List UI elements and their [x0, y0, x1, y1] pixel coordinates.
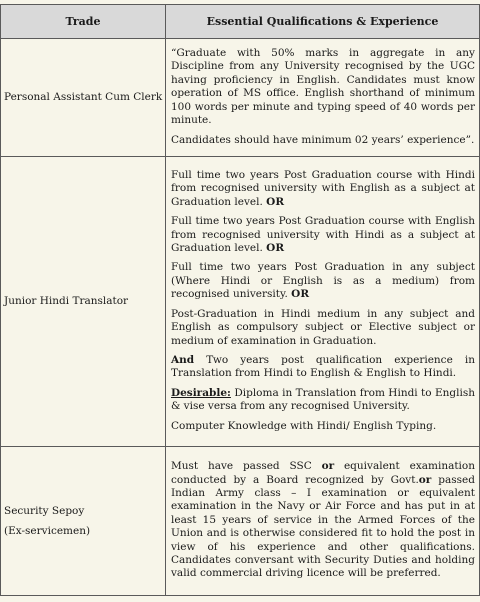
or-label: OR [266, 195, 285, 208]
qualifications-cell [166, 447, 480, 596]
qualifications-cell [166, 157, 480, 447]
table-row-security-sepoy [1, 447, 480, 596]
qualification-paragraph [171, 215, 475, 255]
header-qualifications: Essential Qualifications & Experience [166, 5, 480, 39]
or-label: or [321, 460, 335, 473]
table-row-junior-hindi-translator [1, 157, 480, 447]
trade-cell: Junior Hindi Translator [1, 157, 166, 447]
qualification-paragraph [171, 169, 475, 209]
paragraph-text: equivalent examination conducted by a Board recognized by Govt. [171, 460, 475, 486]
paragraph-text: Full time two years Post Graduation in any subject (Where Hindi or English is as a medium) from recognised university. [171, 261, 475, 301]
trade-subtitle: (Ex-servicemen) [4, 524, 91, 537]
desirable-label: Desirable: [171, 386, 231, 399]
and-label: And [171, 353, 195, 366]
qualification-paragraph: Candidates should have minimum 02 years’ experience”. [171, 133, 475, 146]
or-label: OR [291, 288, 310, 301]
qualification-paragraph: Computer Knowledge with Hindi/ English Typing. [171, 419, 437, 432]
header-trade: Trade [1, 5, 166, 39]
table-header-row [1, 5, 480, 39]
trade-title: Security Sepoy [4, 504, 85, 517]
paragraph-text: Two years post qualification experience in Translation from Hindi to English & English to Hindi. [171, 353, 475, 380]
paragraph-text: Full time two years Post Graduation course with English from recognised university with Hindi as a subject at Graduation level. [171, 215, 475, 255]
table-row-personal-assistant [1, 39, 480, 157]
or-label: OR [266, 242, 285, 255]
qualification-paragraph [171, 387, 475, 414]
trade-cell [1, 447, 166, 596]
paragraph-text: Diploma in Translation from Hindi to English & vise versa from any recognised University. [171, 386, 476, 413]
or-label: or [418, 473, 432, 486]
qualification-paragraph [171, 261, 475, 301]
qualifications-table [0, 4, 480, 596]
qualification-paragraph [171, 460, 475, 581]
paragraph-text: Must have passed SSC [171, 460, 312, 473]
paragraph-text: Full time two years Post Graduation course with Hindi from recognised university with English as a subject at Graduation level. [171, 169, 475, 208]
trade-cell: Personal Assistant Cum Clerk [1, 39, 166, 157]
qualification-paragraph: “Graduate with 50% marks in aggregate in any Discipline from any University recognised by the UGC having proficiency in English. Candidates must know operation of MS office. English shorthand of minimum 100 words per minute and typing speed of 40 words per minute. [171, 47, 475, 127]
qualification-paragraph [171, 354, 475, 381]
paragraph-text: passed Indian Army class – I examination or equivalent examination in the Navy or Air Force and has put in at least 15 years of service in the Armed Forces of the Union and is otherwise considered fit to hold the post in view of his experience and other qualifications. Candidates conversant with Security Duties and holding valid commercial driving licence will be preferred. [171, 473, 475, 580]
qualification-paragraph: Post-Graduation in Hindi medium in any subject and English as compulsory subject or Elective subject or medium of examination in Graduation. [171, 307, 475, 347]
qualifications-cell [166, 39, 480, 157]
